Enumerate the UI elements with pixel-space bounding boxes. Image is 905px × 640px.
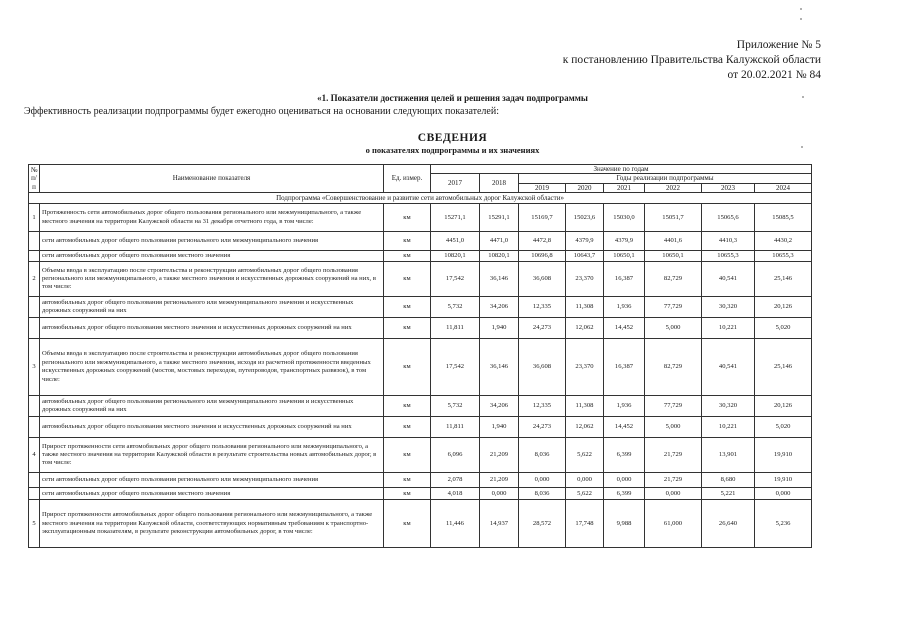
row-value: 13,901: [702, 438, 755, 473]
row-unit: км: [384, 488, 431, 500]
row-value: 17,748: [566, 500, 604, 548]
row-value: 5,000: [645, 318, 702, 339]
row-num: [29, 251, 40, 262]
row-value: 4379,9: [604, 232, 645, 251]
row-unit: км: [384, 232, 431, 251]
row-value: 21,729: [645, 473, 702, 488]
row-value: 36,146: [480, 339, 519, 396]
row-name: сети автомобильных дорог общего пользования местного значения: [40, 251, 384, 262]
header-year-2024: 2024: [755, 183, 812, 192]
row-unit: км: [384, 204, 431, 232]
table-row: [29, 500, 812, 548]
row-value: 15085,5: [755, 204, 812, 232]
table-row: [29, 297, 812, 318]
row-name: сети автомобильных дорог общего пользования регионального или межмуниципального значения: [40, 473, 384, 488]
row-value: 5,732: [431, 396, 480, 417]
header-num: № п/п: [29, 165, 40, 193]
table-row: [29, 417, 812, 438]
table-row: [29, 251, 812, 262]
row-value: 30,320: [702, 297, 755, 318]
scan-artifact: [801, 146, 803, 148]
row-value: 82,729: [645, 339, 702, 396]
row-value: 5,000: [645, 417, 702, 438]
table-row: [29, 232, 812, 251]
row-name: автомобильных дорог общего пользования местного значения и искусственных дорожных сооружений на них: [40, 417, 384, 438]
row-value: 34,206: [480, 297, 519, 318]
scan-artifact: [802, 96, 804, 98]
row-unit: км: [384, 262, 431, 297]
row-name: Объемы ввода в эксплуатацию после строительства и реконструкции автомобильных дорог общего пользования регионального или межмуниципального, а также местного значения, исходя из расчетной протяженности введенных искусственных дорожных сооружений (мостов, мостовых переходов, путепроводов, транспортных развязок), в том числе:: [40, 339, 384, 396]
row-value: 17,542: [431, 339, 480, 396]
row-value: 16,387: [604, 339, 645, 396]
header-year-2019: 2019: [519, 183, 566, 192]
row-value: 20,126: [755, 297, 812, 318]
header-year-2017: 2017: [431, 174, 480, 193]
row-value: 23,370: [566, 262, 604, 297]
row-name: Прирост протяженности автомобильных дорог общего пользования регионального или межмуниципального, а также местного значения на территории Калужской области, соответствующих нормативным требованиям к транспортно-эксплуатационным показателям, в результате реконструкции автомобильных дорог, в том числе:: [40, 500, 384, 548]
row-value: 12,062: [566, 318, 604, 339]
document-heading: [0, 132, 905, 155]
row-value: 10650,1: [604, 251, 645, 262]
row-value: 25,146: [755, 262, 812, 297]
row-value: 24,273: [519, 318, 566, 339]
row-value: 4472,8: [519, 232, 566, 251]
row-value: 10,221: [702, 318, 755, 339]
row-value: 4401,6: [645, 232, 702, 251]
row-value: 10650,1: [645, 251, 702, 262]
table-row: [29, 396, 812, 417]
row-name: автомобильных дорог общего пользования регионального или межмуниципального значения и искусственных дорожных сооружений на них: [40, 297, 384, 318]
row-value: 4471,0: [480, 232, 519, 251]
row-value: 19,910: [755, 473, 812, 488]
row-name: автомобильных дорог общего пользования местного значения и искусственных дорожных сооружений на них: [40, 318, 384, 339]
row-value: 6,399: [604, 488, 645, 500]
row-unit: км: [384, 396, 431, 417]
row-value: 36,608: [519, 262, 566, 297]
row-value: 10820,1: [431, 251, 480, 262]
row-value: 11,308: [566, 297, 604, 318]
header-year-2018: 2018: [480, 174, 519, 193]
row-value: 14,452: [604, 417, 645, 438]
row-num: 2: [29, 262, 40, 297]
row-name: Прирост протяженности сети автомобильных дорог общего пользования регионального или межмуниципального, а также местного значения на территории Калужской области в результате строительства новых автомобильных дорог, в том числе:: [40, 438, 384, 473]
row-value: 15065,6: [702, 204, 755, 232]
row-value: 11,446: [431, 500, 480, 548]
row-value: 10655,3: [755, 251, 812, 262]
row-value: 19,910: [755, 438, 812, 473]
row-value: 10655,3: [702, 251, 755, 262]
appendix-block: [563, 38, 821, 83]
header-year-2022: 2022: [645, 183, 702, 192]
row-value: 77,729: [645, 396, 702, 417]
row-value: 15291,1: [480, 204, 519, 232]
scan-artifact: [800, 18, 802, 20]
row-value: 10820,1: [480, 251, 519, 262]
row-value: 2,078: [431, 473, 480, 488]
appendix-line-2: к постановлению Правительства Калужской области: [562, 54, 821, 66]
row-unit: км: [384, 473, 431, 488]
indicators-table: [28, 164, 812, 548]
header-year-2020: 2020: [566, 183, 604, 192]
row-num: [29, 232, 40, 251]
row-value: 1,936: [604, 297, 645, 318]
row-value: 15030,0: [604, 204, 645, 232]
row-value: 82,729: [645, 262, 702, 297]
row-value: 11,308: [566, 396, 604, 417]
row-value: 40,541: [702, 339, 755, 396]
row-unit: км: [384, 251, 431, 262]
table-row: [29, 262, 812, 297]
row-value: 4451,0: [431, 232, 480, 251]
row-value: 1,940: [480, 417, 519, 438]
row-value: 21,209: [480, 473, 519, 488]
row-name: Протяженность сети автомобильных дорог общего пользования регионального или межмуниципального, а также местного значения на территории Калужской области на 31 декабря отчетного года, в том числе:: [40, 204, 384, 232]
row-value: 5,236: [755, 500, 812, 548]
header-year-2023: 2023: [702, 183, 755, 192]
row-value: 14,452: [604, 318, 645, 339]
row-value: 1,936: [604, 396, 645, 417]
header-year-2021: 2021: [604, 183, 645, 192]
row-value: 77,729: [645, 297, 702, 318]
row-name: автомобильных дорог общего пользования регионального или межмуниципального значения и искусственных дорожных сооружений на них: [40, 396, 384, 417]
row-value: 1,940: [480, 318, 519, 339]
row-value: 0,000: [645, 488, 702, 500]
row-value: 5,622: [566, 488, 604, 500]
table-row: [29, 438, 812, 473]
row-value: 12,062: [566, 417, 604, 438]
header-unit: Ед. измер.: [384, 165, 431, 193]
row-value: 5,221: [702, 488, 755, 500]
row-value: 5,622: [566, 438, 604, 473]
row-value: 34,206: [480, 396, 519, 417]
row-value: 5,020: [755, 318, 812, 339]
row-num: [29, 417, 40, 438]
row-value: 15169,7: [519, 204, 566, 232]
row-value: 4410,3: [702, 232, 755, 251]
row-value: 8,036: [519, 438, 566, 473]
row-value: 11,811: [431, 318, 480, 339]
row-value: 11,811: [431, 417, 480, 438]
row-value: 36,608: [519, 339, 566, 396]
row-value: 21,729: [645, 438, 702, 473]
row-value: 0,000: [566, 473, 604, 488]
row-value: 15051,7: [645, 204, 702, 232]
appendix-line-3: от 20.02.2021 № 84: [727, 69, 821, 81]
row-value: 10696,8: [519, 251, 566, 262]
table-row: [29, 473, 812, 488]
table-row: [29, 318, 812, 339]
row-num: [29, 488, 40, 500]
row-num: 4: [29, 438, 40, 473]
subprogram-row: Подпрограмма «Совершенствование и развитие сети автомобильных дорог Калужской области»: [29, 193, 812, 204]
row-value: 8,680: [702, 473, 755, 488]
row-value: 4430,2: [755, 232, 812, 251]
row-value: 23,370: [566, 339, 604, 396]
row-value: 16,387: [604, 262, 645, 297]
row-value: 0,000: [480, 488, 519, 500]
row-value: 0,000: [755, 488, 812, 500]
heading-title: СВЕДЕНИЯ: [417, 132, 488, 144]
row-value: 4379,9: [566, 232, 604, 251]
row-value: 10643,7: [566, 251, 604, 262]
row-value: 15271,1: [431, 204, 480, 232]
row-value: 12,335: [519, 396, 566, 417]
table-row: [29, 204, 812, 232]
row-value: 5,020: [755, 417, 812, 438]
row-value: 61,000: [645, 500, 702, 548]
row-unit: км: [384, 438, 431, 473]
row-unit: км: [384, 318, 431, 339]
row-value: 5,732: [431, 297, 480, 318]
row-num: [29, 396, 40, 417]
row-value: 4,018: [431, 488, 480, 500]
row-value: 8,036: [519, 488, 566, 500]
row-num: [29, 473, 40, 488]
intro-text: Эффективность реализации подпрограммы будет ежегодно оцениваться на основании следующих показателей:: [24, 106, 499, 117]
row-value: 0,000: [604, 473, 645, 488]
row-value: 9,988: [604, 500, 645, 548]
row-value: 6,399: [604, 438, 645, 473]
row-value: 26,640: [702, 500, 755, 548]
row-num: 3: [29, 339, 40, 396]
row-num: 5: [29, 500, 40, 548]
header-values-by-year: Значение по годам: [431, 165, 812, 174]
row-value: 40,541: [702, 262, 755, 297]
row-value: 21,209: [480, 438, 519, 473]
row-name: сети автомобильных дорог общего пользования местного значения: [40, 488, 384, 500]
header-realization-years: Годы реализации подпрограммы: [519, 174, 812, 183]
row-value: 30,320: [702, 396, 755, 417]
header-name: Наименование показателя: [40, 165, 384, 193]
table-row: [29, 339, 812, 396]
row-value: 0,000: [519, 473, 566, 488]
row-value: 10,221: [702, 417, 755, 438]
row-unit: км: [384, 297, 431, 318]
row-value: 28,572: [519, 500, 566, 548]
row-name: Объемы ввода в эксплуатацию после строительства и реконструкции автомобильных дорог общего пользования регионального или межмуниципального, а также местного значения и искусственных дорожных сооружений на них, в том числе:: [40, 262, 384, 297]
appendix-line-1: Приложение № 5: [736, 39, 821, 51]
row-name: сети автомобильных дорог общего пользования регионального или межмуниципального значения: [40, 232, 384, 251]
scan-artifact: [800, 8, 802, 10]
row-value: 15023,6: [566, 204, 604, 232]
section-title: «1. Показатели достижения целей и решения задач подпрограммы: [317, 93, 588, 103]
row-value: 25,146: [755, 339, 812, 396]
row-value: 12,335: [519, 297, 566, 318]
row-value: 36,146: [480, 262, 519, 297]
row-unit: км: [384, 417, 431, 438]
row-num: [29, 318, 40, 339]
row-value: 6,096: [431, 438, 480, 473]
table-row: [29, 488, 812, 500]
row-value: 20,126: [755, 396, 812, 417]
row-unit: км: [384, 339, 431, 396]
row-value: 14,937: [480, 500, 519, 548]
row-num: [29, 297, 40, 318]
row-value: 24,273: [519, 417, 566, 438]
row-value: 17,542: [431, 262, 480, 297]
heading-subtitle: о показателях подпрограммы и их значениях: [365, 145, 540, 155]
row-num: 1: [29, 204, 40, 232]
row-unit: км: [384, 500, 431, 548]
